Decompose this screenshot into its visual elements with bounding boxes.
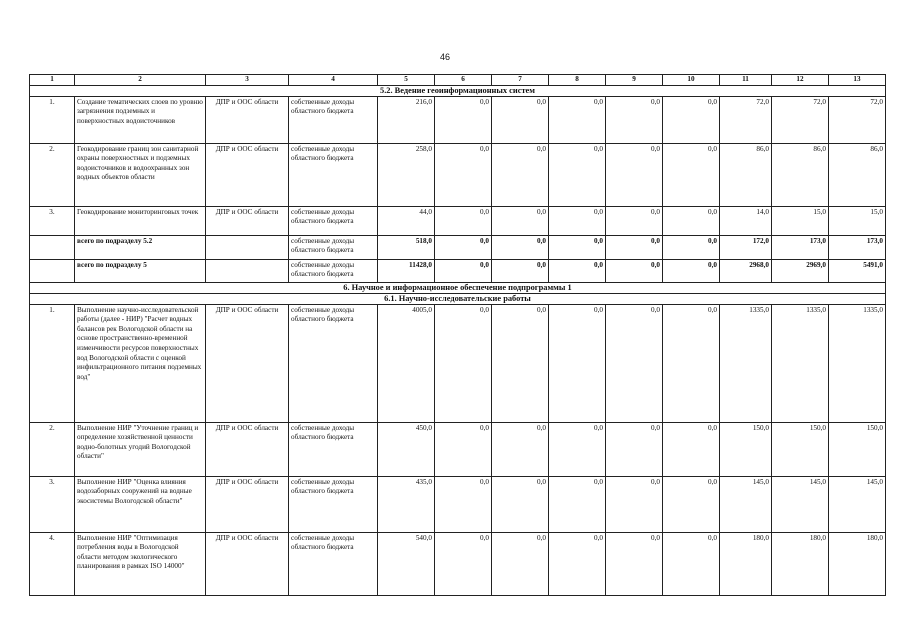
activity-name: Создание тематических слоев по уровню загрязнения подземных и поверхностных водоисточников: [75, 96, 206, 143]
value-cell: 180,0: [720, 532, 772, 595]
executor: ДПР и ООС области: [206, 532, 289, 595]
table-row: [30, 96, 886, 143]
value-cell: 0,0: [549, 476, 606, 532]
value-cell: 0,0: [663, 259, 720, 282]
table-row: [30, 532, 886, 595]
value-cell: 180,0: [772, 532, 829, 595]
value-cell: 0,0: [549, 532, 606, 595]
value-cell: 0,0: [435, 304, 492, 422]
column-number: 4: [289, 75, 378, 86]
table-row: [30, 304, 886, 422]
column-number: 6: [435, 75, 492, 86]
value-cell: 145,0: [829, 476, 886, 532]
value-cell: 0,0: [435, 259, 492, 282]
funding-source: собственные доходы областного бюджета: [289, 476, 378, 532]
executor: ДПР и ООС области: [206, 96, 289, 143]
funding-source: собственные доходы областного бюджета: [289, 422, 378, 476]
value-cell: 0,0: [663, 143, 720, 206]
value-cell: 150,0: [720, 422, 772, 476]
value-cell: 0,0: [549, 304, 606, 422]
table-body: [30, 75, 886, 596]
value-cell: 0,0: [606, 235, 663, 259]
activity-name: Выполнение научно-исследовательской работы (далее - НИР) "Расчет водных балансов рек Вологодской области на основе пространственно-временной изменчивости ресурсов поверхностных вод Вологодской области с оценкой инфильтрационного питания подземных вод": [75, 304, 206, 422]
value-cell: 150,0: [829, 422, 886, 476]
value-cell: 0,0: [663, 96, 720, 143]
column-number: 3: [206, 75, 289, 86]
value-cell: 4005,0: [378, 304, 435, 422]
value-cell: 150,0: [772, 422, 829, 476]
value-cell: 0,0: [549, 422, 606, 476]
funding-source: собственные доходы областного бюджета: [289, 235, 378, 259]
value-cell: 0,0: [435, 476, 492, 532]
value-cell: 0,0: [435, 96, 492, 143]
row-number: [30, 259, 75, 282]
column-number: 13: [829, 75, 886, 86]
column-number: 1: [30, 75, 75, 86]
funding-source: собственные доходы областного бюджета: [289, 304, 378, 422]
value-cell: 518,0: [378, 235, 435, 259]
value-cell: 5491,0: [829, 259, 886, 282]
value-cell: 0,0: [435, 206, 492, 235]
value-cell: 72,0: [720, 96, 772, 143]
funding-source: собственные доходы областного бюджета: [289, 143, 378, 206]
section-5-2-row: [30, 85, 886, 96]
row-number: 1.: [30, 304, 75, 422]
row-number: 2.: [30, 422, 75, 476]
value-cell: 0,0: [606, 422, 663, 476]
funding-source: собственные доходы областного бюджета: [289, 96, 378, 143]
column-number: 12: [772, 75, 829, 86]
value-cell: 2968,0: [720, 259, 772, 282]
section-6-1-row: [30, 293, 886, 304]
row-number: 1.: [30, 96, 75, 143]
value-cell: 15,0: [829, 206, 886, 235]
page-number: 46: [440, 52, 451, 62]
executor: ДПР и ООС области: [206, 304, 289, 422]
value-cell: 0,0: [606, 304, 663, 422]
value-cell: 0,0: [663, 206, 720, 235]
value-cell: 172,0: [720, 235, 772, 259]
value-cell: 450,0: [378, 422, 435, 476]
column-number: 8: [549, 75, 606, 86]
value-cell: 0,0: [549, 206, 606, 235]
value-cell: 2969,0: [772, 259, 829, 282]
value-cell: 173,0: [829, 235, 886, 259]
executor: ДПР и ООС области: [206, 143, 289, 206]
column-number: 2: [75, 75, 206, 86]
value-cell: 0,0: [663, 304, 720, 422]
value-cell: 86,0: [772, 143, 829, 206]
total-row: [30, 235, 886, 259]
value-cell: 0,0: [606, 532, 663, 595]
row-number: [30, 235, 75, 259]
column-number: 7: [492, 75, 549, 86]
value-cell: 72,0: [772, 96, 829, 143]
table-row: [30, 476, 886, 532]
value-cell: 0,0: [606, 259, 663, 282]
activity-name: Выполнение НИР "Уточнение границ и определение хозяйственной ценности водно-болотных угодий Вологодской области": [75, 422, 206, 476]
value-cell: 0,0: [606, 476, 663, 532]
row-number: 3.: [30, 206, 75, 235]
value-cell: 145,0: [772, 476, 829, 532]
value-cell: 15,0: [772, 206, 829, 235]
value-cell: 0,0: [606, 206, 663, 235]
value-cell: 0,0: [492, 235, 549, 259]
activity-name: Выполнение НИР "Оптимизация потребления воды в Вологодской области методом экологического планирования в рамках ISO 14000": [75, 532, 206, 595]
value-cell: 0,0: [435, 143, 492, 206]
value-cell: 0,0: [663, 422, 720, 476]
value-cell: 0,0: [663, 235, 720, 259]
value-cell: 180,0: [829, 532, 886, 595]
executor: ДПР и ООС области: [206, 476, 289, 532]
value-cell: 0,0: [492, 206, 549, 235]
section-title: 5.2. Ведение геоинформационных систем: [30, 85, 886, 96]
executor: [206, 259, 289, 282]
funding-source: собственные доходы областного бюджета: [289, 259, 378, 282]
value-cell: 258,0: [378, 143, 435, 206]
funding-source: собственные доходы областного бюджета: [289, 206, 378, 235]
value-cell: 14,0: [720, 206, 772, 235]
value-cell: 86,0: [720, 143, 772, 206]
section-6-row: [30, 282, 886, 293]
value-cell: 44,0: [378, 206, 435, 235]
row-number: 2.: [30, 143, 75, 206]
value-cell: 173,0: [772, 235, 829, 259]
value-cell: 0,0: [492, 476, 549, 532]
value-cell: 145,0: [720, 476, 772, 532]
value-cell: 0,0: [492, 259, 549, 282]
value-cell: 0,0: [549, 235, 606, 259]
value-cell: 0,0: [549, 96, 606, 143]
total-row: [30, 259, 886, 282]
section-title: 6.1. Научно-исследовательские работы: [30, 293, 886, 304]
activity-name: Геокодирование границ зон санитарной охраны поверхностных и подземных водоисточников и водоохранных зон водных объектов области: [75, 143, 206, 206]
funding-source: собственные доходы областного бюджета: [289, 532, 378, 595]
executor: ДПР и ООС области: [206, 206, 289, 235]
value-cell: 1335,0: [772, 304, 829, 422]
value-cell: 0,0: [492, 96, 549, 143]
header-row: [30, 75, 886, 86]
section-title: 6. Научное и информационное обеспечение подпрограммы 1: [30, 282, 886, 293]
value-cell: 0,0: [549, 143, 606, 206]
value-cell: 0,0: [492, 304, 549, 422]
column-number: 10: [663, 75, 720, 86]
table-row: [30, 143, 886, 206]
table-row: [30, 206, 886, 235]
value-cell: 0,0: [663, 532, 720, 595]
row-number: 3.: [30, 476, 75, 532]
column-number: 9: [606, 75, 663, 86]
total-label: всего по подразделу 5.2: [75, 235, 206, 259]
activity-name: Выполнение НИР "Оценка влияния водозаборных сооружений на водные экосистемы Вологодской области": [75, 476, 206, 532]
value-cell: 0,0: [606, 143, 663, 206]
value-cell: 0,0: [663, 476, 720, 532]
value-cell: 216,0: [378, 96, 435, 143]
total-label: всего по подразделу 5: [75, 259, 206, 282]
value-cell: 0,0: [492, 143, 549, 206]
executor: ДПР и ООС области: [206, 422, 289, 476]
activity-name: Геокодирование мониторинговых точек: [75, 206, 206, 235]
column-number: 5: [378, 75, 435, 86]
value-cell: 86,0: [829, 143, 886, 206]
value-cell: 0,0: [435, 235, 492, 259]
value-cell: 0,0: [549, 259, 606, 282]
table-row: [30, 422, 886, 476]
value-cell: 0,0: [435, 532, 492, 595]
budget-table: [29, 74, 886, 596]
value-cell: 1335,0: [829, 304, 886, 422]
row-number: 4.: [30, 532, 75, 595]
value-cell: 72,0: [829, 96, 886, 143]
value-cell: 0,0: [492, 532, 549, 595]
value-cell: 0,0: [435, 422, 492, 476]
value-cell: 0,0: [492, 422, 549, 476]
executor: [206, 235, 289, 259]
column-number: 11: [720, 75, 772, 86]
value-cell: 435,0: [378, 476, 435, 532]
value-cell: 1335,0: [720, 304, 772, 422]
value-cell: 0,0: [606, 96, 663, 143]
value-cell: 11428,0: [378, 259, 435, 282]
value-cell: 540,0: [378, 532, 435, 595]
